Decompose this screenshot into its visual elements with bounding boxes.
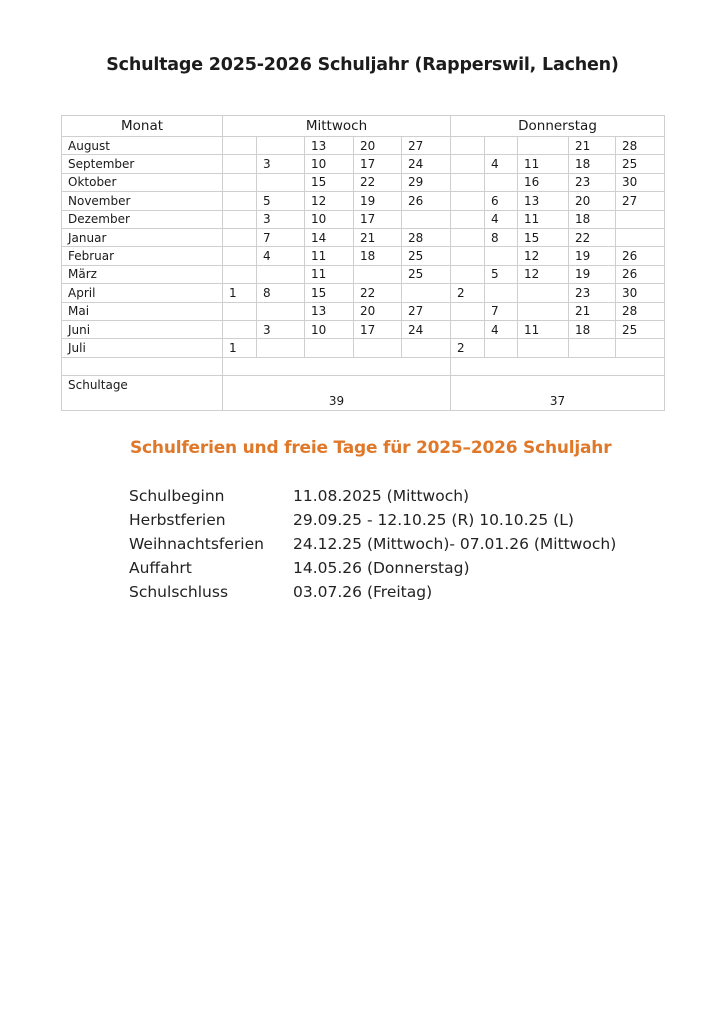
- holidays-list: [129, 484, 616, 604]
- thursday-date-cell: 15: [518, 228, 569, 246]
- wednesday-date-cell: 17: [354, 210, 402, 228]
- table-row: [62, 247, 665, 265]
- table-row: [62, 192, 665, 210]
- thursday-date-cell: 18: [569, 320, 616, 338]
- thursday-date-cell: [451, 320, 485, 338]
- wednesday-date-cell: [223, 320, 257, 338]
- wednesday-date-cell: [257, 173, 305, 191]
- holiday-item: [129, 484, 616, 508]
- thursday-date-cell: 28: [616, 302, 665, 320]
- wednesday-date-cell: 29: [402, 173, 451, 191]
- thursday-total: 37: [451, 375, 665, 410]
- thursday-date-cell: [485, 173, 518, 191]
- thursday-date-cell: [451, 155, 485, 173]
- thursday-date-cell: 2: [451, 339, 485, 357]
- wednesday-date-cell: [223, 173, 257, 191]
- wednesday-date-cell: 28: [402, 228, 451, 246]
- wednesday-date-cell: 10: [305, 320, 354, 338]
- wednesday-date-cell: 3: [257, 320, 305, 338]
- wednesday-date-cell: 21: [354, 228, 402, 246]
- wednesday-date-cell: [305, 339, 354, 357]
- wednesday-date-cell: [402, 210, 451, 228]
- thursday-date-cell: [451, 137, 485, 155]
- wednesday-date-cell: [257, 339, 305, 357]
- month-cell: Juli: [62, 339, 223, 357]
- thursday-date-cell: 11: [518, 155, 569, 173]
- thursday-date-cell: 30: [616, 284, 665, 302]
- thursday-date-cell: [451, 192, 485, 210]
- spacer-cell: [62, 357, 223, 375]
- wednesday-date-cell: [402, 284, 451, 302]
- wednesday-date-cell: 22: [354, 284, 402, 302]
- wednesday-date-cell: [223, 155, 257, 173]
- thursday-date-cell: [616, 228, 665, 246]
- wednesday-date-cell: 14: [305, 228, 354, 246]
- month-cell: Juni: [62, 320, 223, 338]
- thursday-date-cell: [485, 284, 518, 302]
- holiday-label: Auffahrt: [129, 559, 192, 577]
- spacer-cell: [223, 357, 451, 375]
- wednesday-date-cell: 15: [305, 284, 354, 302]
- table-row: [62, 320, 665, 338]
- wednesday-date-cell: 4: [257, 247, 305, 265]
- wednesday-date-cell: 12: [305, 192, 354, 210]
- table-spacer-row: [62, 357, 665, 375]
- wednesday-date-cell: 15: [305, 173, 354, 191]
- thursday-date-cell: 26: [616, 247, 665, 265]
- thursday-date-cell: 25: [616, 155, 665, 173]
- table-row: [62, 265, 665, 283]
- wednesday-date-cell: [223, 137, 257, 155]
- thursday-date-cell: 22: [569, 228, 616, 246]
- holiday-value: 24.12.25 (Mittwoch)- 07.01.26 (Mittwoch): [293, 535, 617, 553]
- thursday-date-cell: 4: [485, 320, 518, 338]
- wednesday-date-cell: [354, 265, 402, 283]
- month-cell: März: [62, 265, 223, 283]
- month-cell: Dezember: [62, 210, 223, 228]
- thursday-date-cell: 11: [518, 210, 569, 228]
- thursday-date-cell: 4: [485, 210, 518, 228]
- holiday-item: [129, 532, 616, 556]
- wednesday-date-cell: 27: [402, 302, 451, 320]
- thursday-date-cell: 7: [485, 302, 518, 320]
- thursday-date-cell: 11: [518, 320, 569, 338]
- wednesday-date-cell: 20: [354, 302, 402, 320]
- table-row: [62, 210, 665, 228]
- wednesday-date-cell: 22: [354, 173, 402, 191]
- thursday-date-cell: [569, 339, 616, 357]
- wednesday-date-cell: 3: [257, 210, 305, 228]
- holiday-value: 29.09.25 - 12.10.25 (R) 10.10.25 (L): [293, 511, 574, 529]
- holiday-item: [129, 580, 616, 604]
- thursday-date-cell: 19: [569, 265, 616, 283]
- holidays-title: Schulferien und freie Tage für 2025–2026 Schuljahr: [130, 438, 612, 458]
- table-row: [62, 284, 665, 302]
- wednesday-date-cell: 7: [257, 228, 305, 246]
- header-month: Monat: [62, 116, 223, 137]
- thursday-date-cell: 4: [485, 155, 518, 173]
- header-wednesday: Mittwoch: [223, 116, 451, 137]
- wednesday-date-cell: [223, 228, 257, 246]
- thursday-date-cell: [451, 265, 485, 283]
- wednesday-date-cell: 26: [402, 192, 451, 210]
- wednesday-date-cell: 24: [402, 155, 451, 173]
- month-cell: April: [62, 284, 223, 302]
- wednesday-date-cell: 8: [257, 284, 305, 302]
- school-days-table: [61, 115, 665, 411]
- wednesday-total: 39: [223, 375, 451, 410]
- thursday-date-cell: [518, 339, 569, 357]
- thursday-date-cell: 6: [485, 192, 518, 210]
- holiday-label: Weihnachtsferien: [129, 535, 264, 553]
- thursday-date-cell: [451, 302, 485, 320]
- month-cell: August: [62, 137, 223, 155]
- thursday-date-cell: 12: [518, 265, 569, 283]
- wednesday-date-cell: 10: [305, 155, 354, 173]
- thursday-date-cell: [485, 247, 518, 265]
- wednesday-date-cell: 1: [223, 339, 257, 357]
- thursday-date-cell: 26: [616, 265, 665, 283]
- month-cell: September: [62, 155, 223, 173]
- thursday-date-cell: 27: [616, 192, 665, 210]
- table-row: [62, 155, 665, 173]
- wednesday-date-cell: 25: [402, 265, 451, 283]
- thursday-date-cell: 12: [518, 247, 569, 265]
- thursday-date-cell: [616, 210, 665, 228]
- table-row: [62, 228, 665, 246]
- thursday-date-cell: 28: [616, 137, 665, 155]
- holiday-value: 11.08.2025 (Mittwoch): [293, 487, 470, 505]
- thursday-date-cell: 16: [518, 173, 569, 191]
- wednesday-date-cell: 10: [305, 210, 354, 228]
- holiday-value: 14.05.26 (Donnerstag): [293, 559, 470, 577]
- thursday-date-cell: 21: [569, 137, 616, 155]
- month-cell: Februar: [62, 247, 223, 265]
- wednesday-date-cell: 17: [354, 320, 402, 338]
- wednesday-date-cell: 13: [305, 137, 354, 155]
- holiday-item: [129, 508, 616, 532]
- wednesday-date-cell: [402, 339, 451, 357]
- thursday-date-cell: [451, 173, 485, 191]
- wednesday-date-cell: [257, 302, 305, 320]
- wednesday-date-cell: 25: [402, 247, 451, 265]
- table-row: [62, 339, 665, 357]
- wednesday-date-cell: 5: [257, 192, 305, 210]
- thursday-date-cell: [485, 339, 518, 357]
- holiday-label: Herbstferien: [129, 511, 226, 529]
- thursday-date-cell: 18: [569, 210, 616, 228]
- wednesday-date-cell: 20: [354, 137, 402, 155]
- wednesday-date-cell: [223, 302, 257, 320]
- wednesday-date-cell: 11: [305, 247, 354, 265]
- thursday-date-cell: 23: [569, 284, 616, 302]
- table-body: [62, 116, 665, 411]
- wednesday-date-cell: 17: [354, 155, 402, 173]
- wednesday-date-cell: 13: [305, 302, 354, 320]
- thursday-date-cell: 18: [569, 155, 616, 173]
- thursday-date-cell: 23: [569, 173, 616, 191]
- spacer-cell: [451, 357, 665, 375]
- thursday-date-cell: [518, 284, 569, 302]
- wednesday-date-cell: [223, 247, 257, 265]
- thursday-date-cell: 19: [569, 247, 616, 265]
- holiday-label: Schulbeginn: [129, 487, 225, 505]
- thursday-date-cell: 5: [485, 265, 518, 283]
- wednesday-date-cell: 1: [223, 284, 257, 302]
- month-cell: Mai: [62, 302, 223, 320]
- thursday-date-cell: 13: [518, 192, 569, 210]
- thursday-date-cell: [451, 228, 485, 246]
- wednesday-date-cell: [223, 265, 257, 283]
- thursday-date-cell: [518, 137, 569, 155]
- thursday-date-cell: 20: [569, 192, 616, 210]
- wednesday-date-cell: [257, 265, 305, 283]
- wednesday-date-cell: 19: [354, 192, 402, 210]
- month-cell: Januar: [62, 228, 223, 246]
- wednesday-date-cell: 24: [402, 320, 451, 338]
- wednesday-date-cell: [223, 192, 257, 210]
- holiday-item: [129, 556, 616, 580]
- wednesday-date-cell: 3: [257, 155, 305, 173]
- wednesday-date-cell: [223, 210, 257, 228]
- summary-label: Schultage: [62, 375, 223, 410]
- thursday-date-cell: 2: [451, 284, 485, 302]
- table-row: [62, 137, 665, 155]
- thursday-date-cell: [451, 210, 485, 228]
- thursday-date-cell: [451, 247, 485, 265]
- wednesday-date-cell: 11: [305, 265, 354, 283]
- thursday-date-cell: [616, 339, 665, 357]
- thursday-date-cell: 8: [485, 228, 518, 246]
- wednesday-date-cell: 27: [402, 137, 451, 155]
- header-thursday: Donnerstag: [451, 116, 665, 137]
- thursday-date-cell: 30: [616, 173, 665, 191]
- thursday-date-cell: 25: [616, 320, 665, 338]
- summary-row: [62, 375, 665, 410]
- month-cell: Oktober: [62, 173, 223, 191]
- wednesday-date-cell: 18: [354, 247, 402, 265]
- thursday-date-cell: [518, 302, 569, 320]
- page-title: Schultage 2025-2026 Schuljahr (Rapperswil, Lachen): [106, 55, 619, 75]
- month-cell: November: [62, 192, 223, 210]
- wednesday-date-cell: [354, 339, 402, 357]
- holiday-value: 03.07.26 (Freitag): [293, 583, 433, 601]
- table-row: [62, 173, 665, 191]
- holiday-label: Schulschluss: [129, 583, 229, 601]
- thursday-date-cell: [485, 137, 518, 155]
- thursday-date-cell: 21: [569, 302, 616, 320]
- table-header-row: [62, 116, 665, 137]
- wednesday-date-cell: [257, 137, 305, 155]
- table-row: [62, 302, 665, 320]
